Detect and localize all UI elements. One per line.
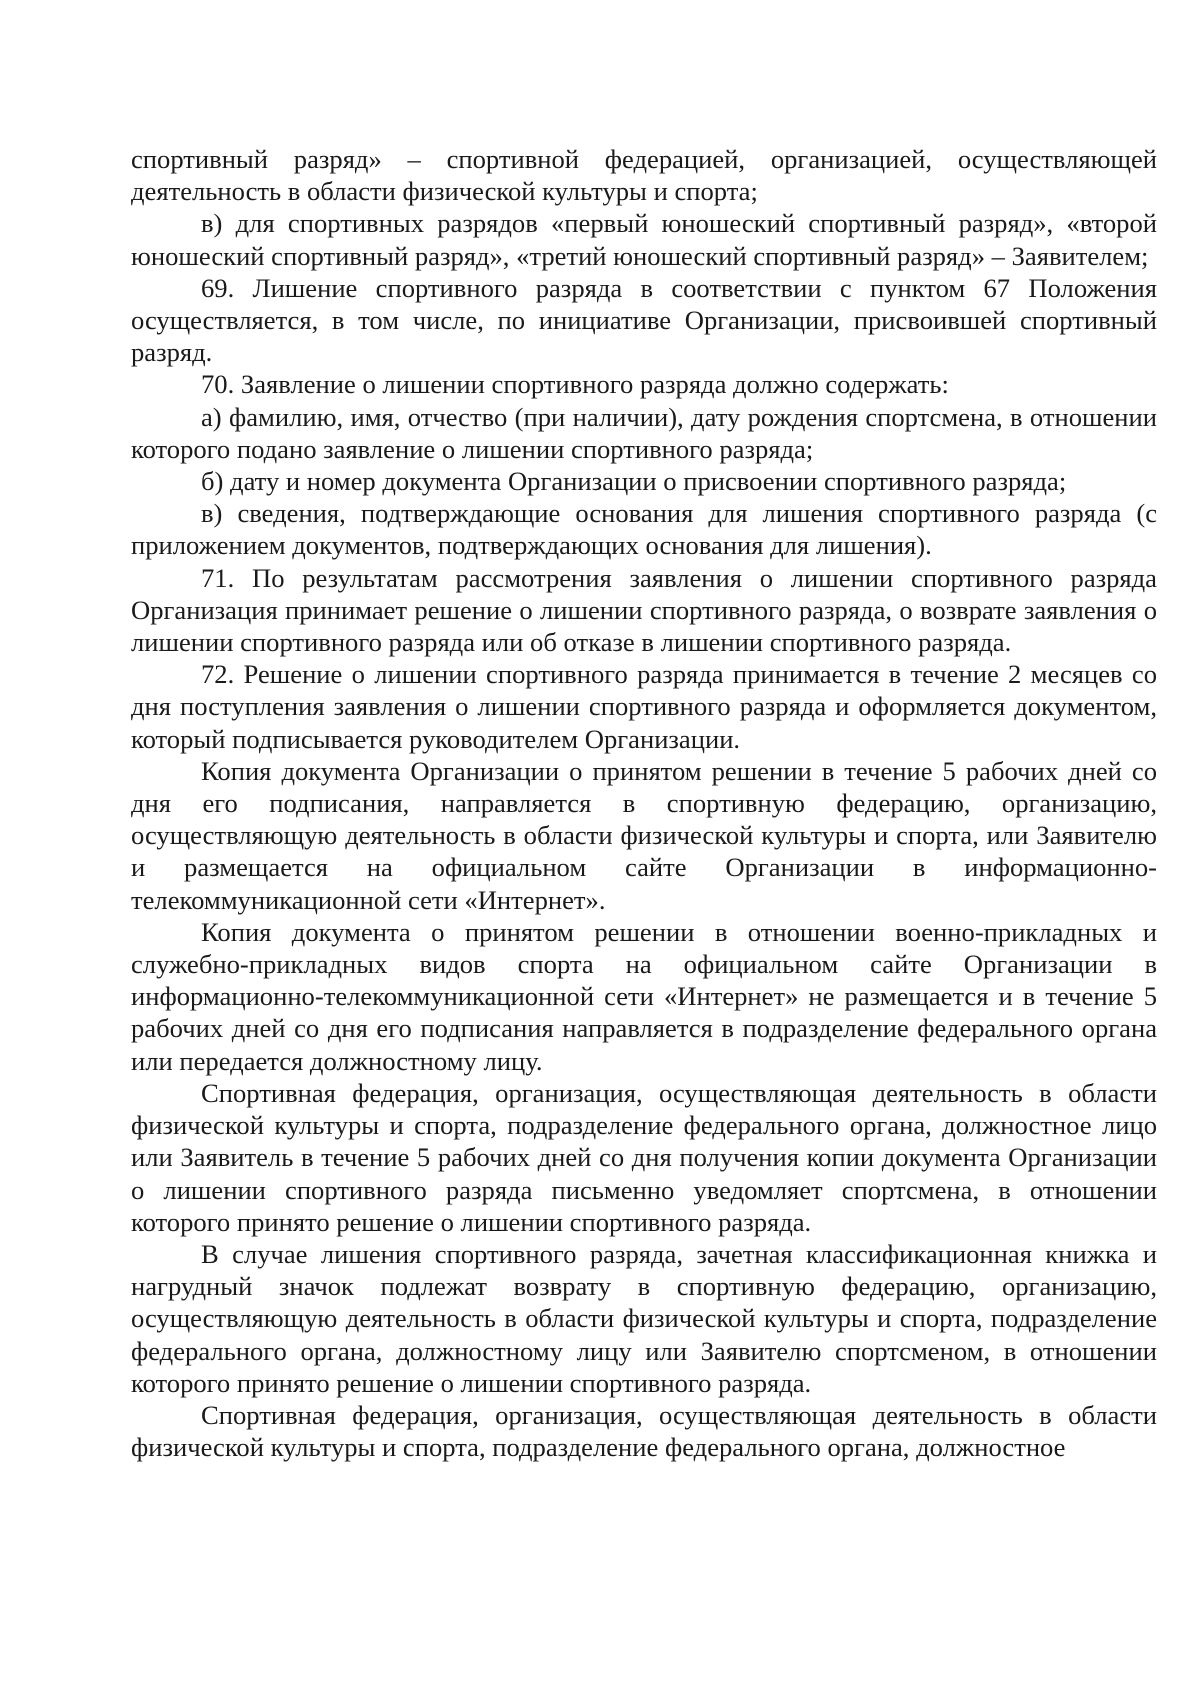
paragraph-70-item-b: б) дату и номер документа Организации о присвоении спортивного разряда; xyxy=(201,466,1067,497)
paragraph-69: 69. Лишение спортивного разряда в соответствии с пунктом 67 Положения осуществляется, в том числе, по инициативе Организации, присвоившей спортивный разряд. xyxy=(131,272,1157,368)
document-body xyxy=(131,143,1157,1463)
paragraph-notification: Спортивная федерация, организация, осуществляющая деятельность в области физической культуры и спорта, подразделение федерального органа, должностное лицо или Заявитель в течение 5 рабочих дней со дня получения копии документа Организации о лишении спортивного разряда письменно уведомляет спортсмена, в отношении которого принято решение о лишении спортивного разряда. xyxy=(131,1077,1157,1237)
paragraph-final: Спортивная федерация, организация, осуществляющая деятельность в области физической культуры и спорта, подразделение федерального органа, должностное xyxy=(131,1399,1157,1463)
paragraph-military-sports: Копия документа о принятом решении в отношении военно-прикладных и служебно-прикладных видов спорта на официальном сайте Организации в информационно-телекоммуникационной сети «Интернет» не размещается и в течение 5 рабочих дней со дня его подписания направляется в подразделение федерального органа или передается должностному лицу. xyxy=(131,916,1157,1076)
paragraph-70: 70. Заявление о лишении спортивного разряда должно содержать: xyxy=(201,369,949,400)
paragraph-72: 72. Решение о лишении спортивного разряда принимается в течение 2 месяцев со дня поступления заявления о лишении спортивного разряда и оформляется документом, который подписывается руководителем Организации. xyxy=(131,659,1157,754)
paragraph-continuation: спортивный разряд» – спортивной федерацией, организацией, осуществляющей деятельность в области физической культуры и спорта; xyxy=(131,144,1157,207)
paragraph-70-item-a: а) фамилию, имя, отчество (при наличии), дату рождения спортсмена, в отношении которого подано заявление о лишении спортивного разряда; xyxy=(131,401,1157,464)
paragraph-return-badge: В случае лишения спортивного разряда, зачетная классификационная книжка и нагрудный значок подлежат возврату в спортивную федерацию, организацию, осуществляющую деятельность в области физической культуры и спорта, подразделение федерального органа, должностному лицу или Заявителю спортсменом, в отношении которого принято решение о лишении спортивного разряда. xyxy=(131,1238,1157,1398)
paragraph-copy-decision: Копия документа Организации о принятом решении в течение 5 рабочих дней со дня его подписания, направляется в спортивную федерацию, организацию, осуществляющую деятельность в области физической культуры и спорта, или Заявителю и размещается на официальном сайте Организации в информационно-телекоммуникационной сети «Интернет». xyxy=(131,755,1157,915)
paragraph-70-item-v: в) сведения, подтверждающие основания для лишения спортивного разряда (с приложением документов, подтверждающих основания для лишения). xyxy=(131,498,1157,561)
paragraph-item-v: в) для спортивных разрядов «первый юношеский спортивный разряд», «второй юношеский спортивный разряд», «третий юношеский спортивный разряд» – Заявителем; xyxy=(131,208,1157,271)
paragraph-71: 71. По результатам рассмотрения заявления о лишении спортивного разряда Организация принимает решение о лишении спортивного разряда, о возврате заявления о лишении спортивного разряда или об отказе в лишении спортивного разряда. xyxy=(131,562,1157,658)
